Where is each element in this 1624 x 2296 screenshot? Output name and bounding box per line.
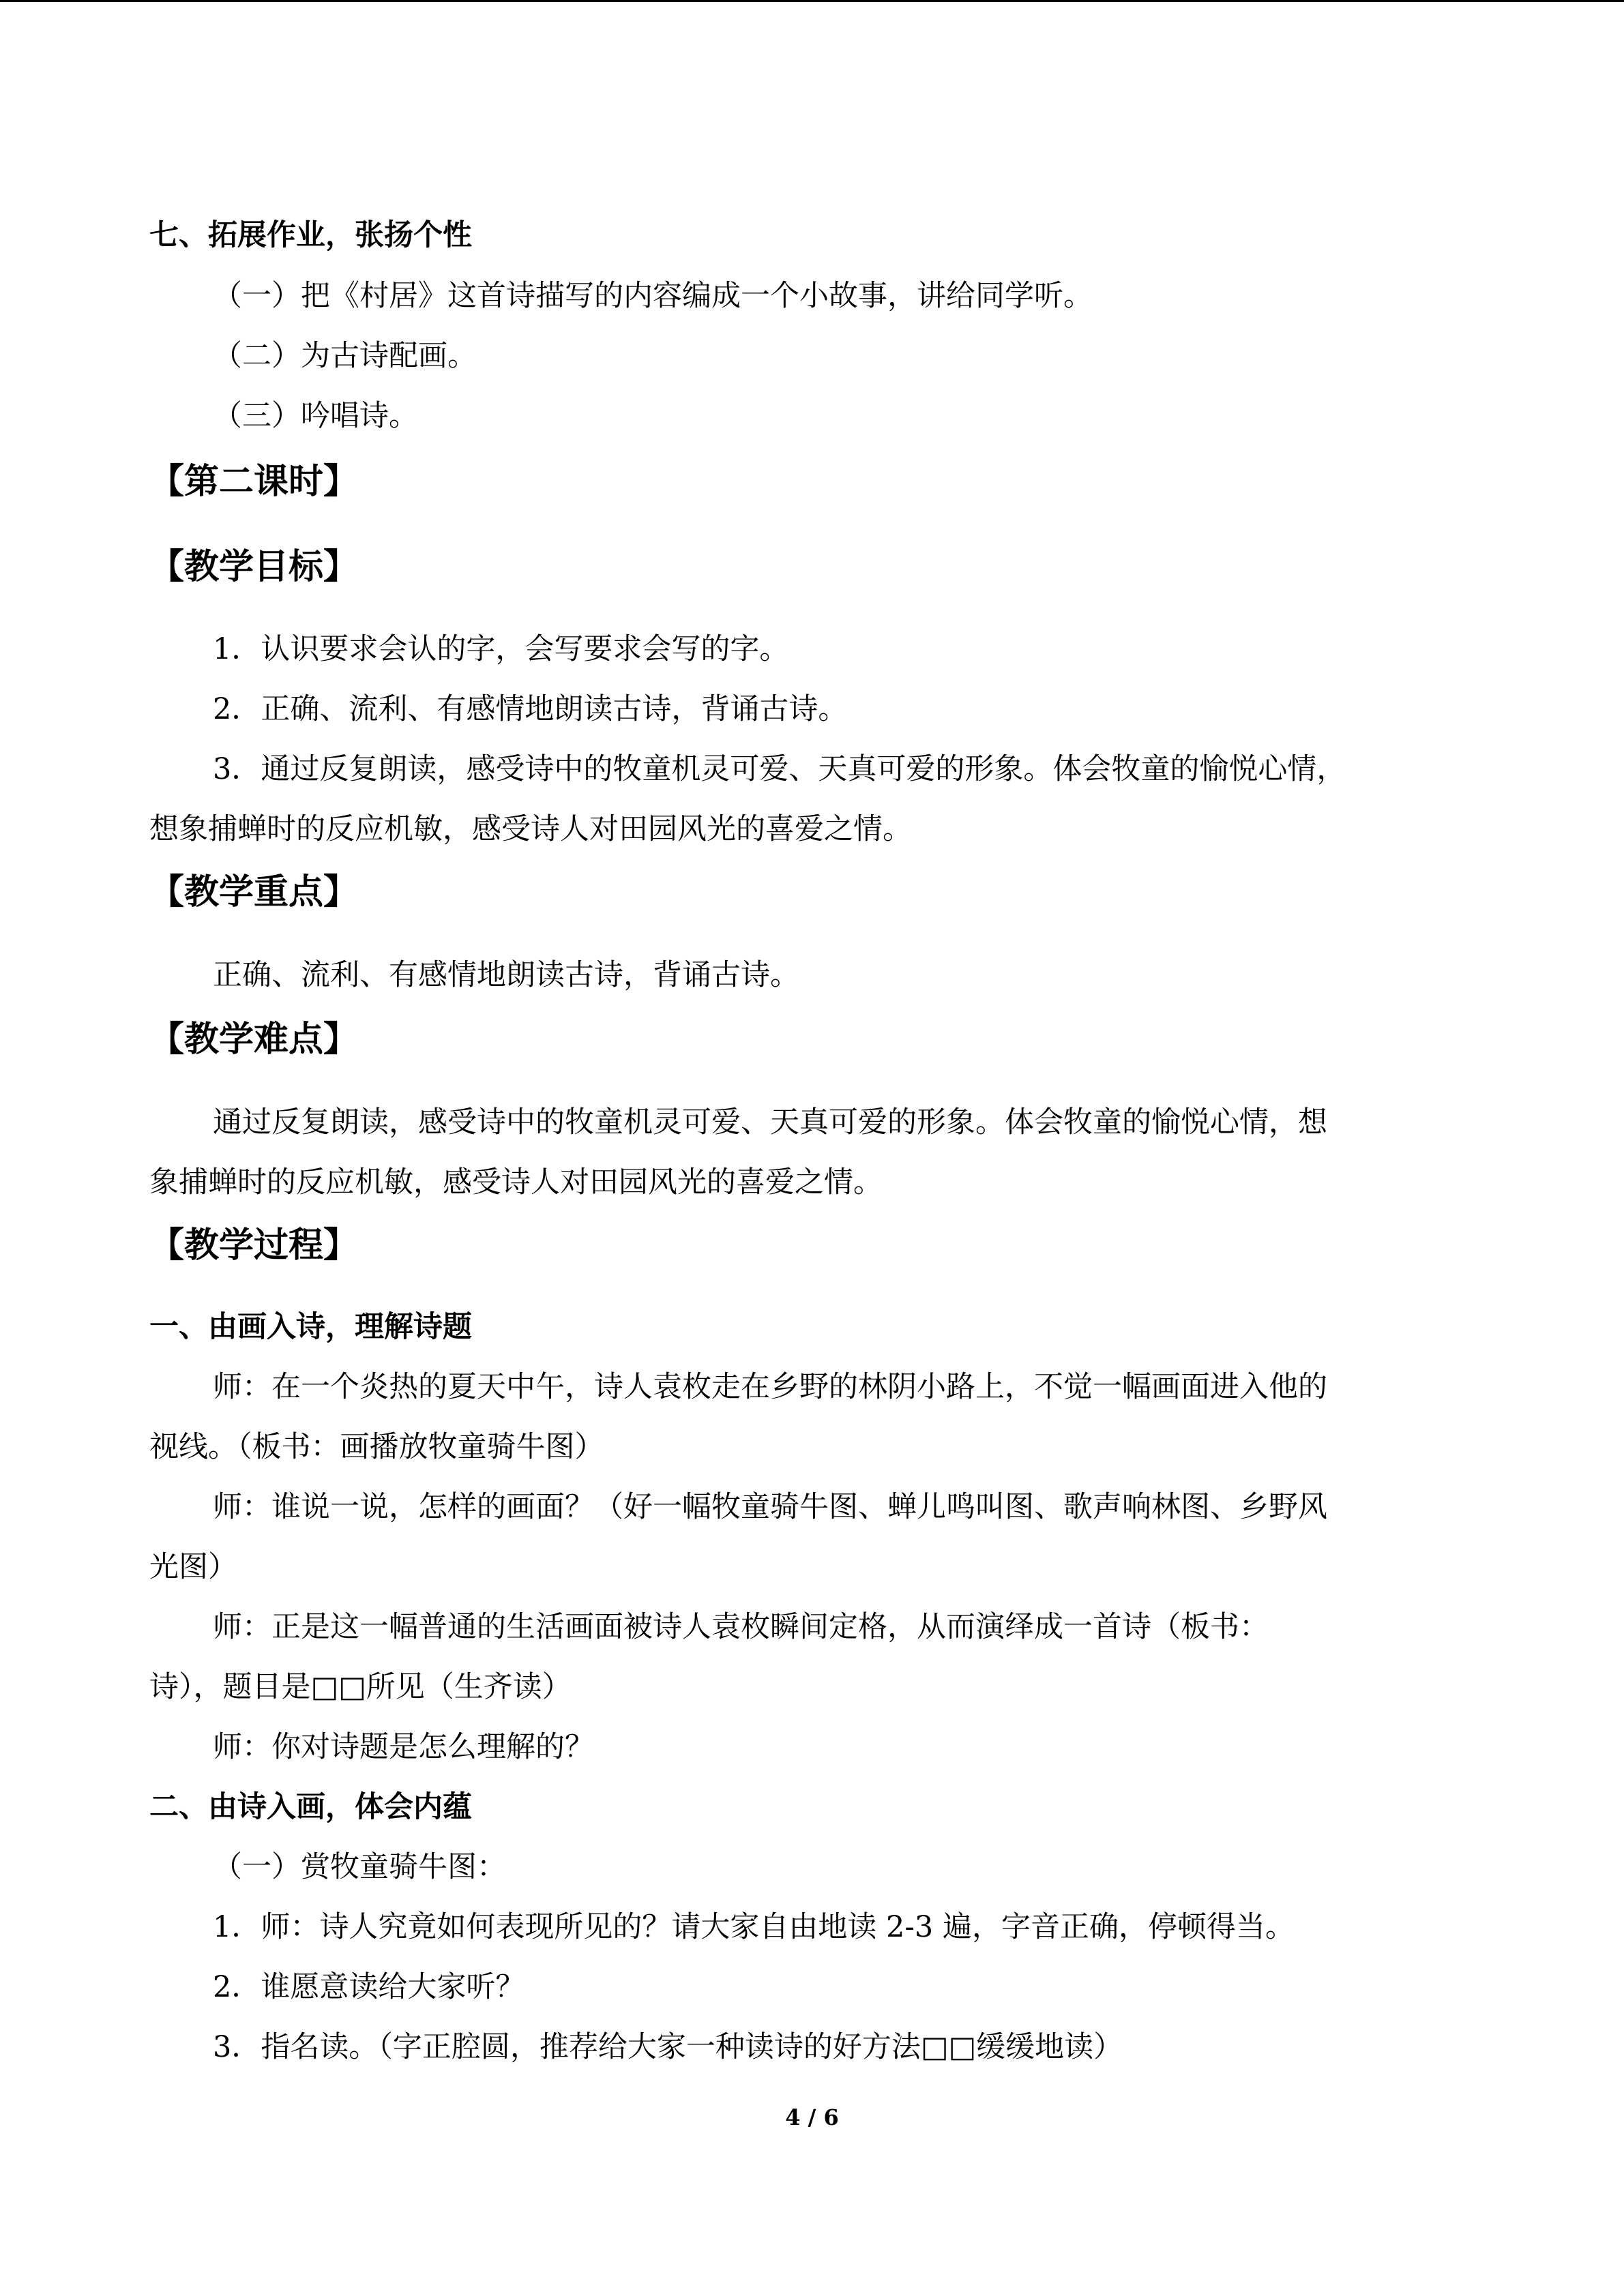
paragraph-line: （一）赏牧童骑牛图： [213, 1850, 506, 1884]
goal-item: 1．认识要求会认的字，会写要求会写的字。 [213, 632, 789, 666]
goals-heading: 【教学目标】 [149, 547, 359, 587]
difficulty-text-continued: 象捕蝉时的反应机敏，感受诗人对田园风光的喜爱之情。 [149, 1165, 883, 1199]
paragraph-line: 视线。（板书：画播放牧童骑牛图） [149, 1430, 604, 1464]
paragraph-line: 师：在一个炎热的夏天中午，诗人袁枚走在乡野的林阴小路上，不觉一幅画面进入他的 [213, 1370, 1327, 1404]
top-border-line [0, 0, 1624, 2]
process-heading: 【教学过程】 [149, 1225, 359, 1266]
key-heading: 【教学重点】 [149, 872, 359, 912]
lesson-2-heading: 【第二课时】 [149, 462, 359, 502]
difficulty-heading: 【教学难点】 [149, 1019, 359, 1060]
paragraph-line: 3．指名读。（字正腔圆，推荐给大家一种读诗的好方法□□缓缓地读） [213, 2030, 1123, 2064]
section-7-item: （一）把《村居》这首诗描写的内容编成一个小故事，讲给同学听。 [213, 279, 1093, 313]
section-7-item: （二）为古诗配画。 [213, 339, 477, 373]
goal-item: 2．正确、流利、有感情地朗读古诗，背诵古诗。 [213, 692, 848, 726]
section-7-title: 七、拓展作业，张扬个性 [149, 218, 472, 252]
goal-item: 3．通过反复朗读，感受诗中的牧童机灵可爱、天真可爱的形象。体会牧童的愉悦心情， [213, 752, 1346, 786]
paragraph-line: 师：正是这一幅普通的生活画面被诗人袁枚瞬间定格，从而演绎成一首诗（板书： [213, 1610, 1269, 1644]
paragraph-line: 2．谁愿意读给大家听？ [213, 1970, 525, 2004]
paragraph-line: 诗），题目是□□所见（生齐读） [149, 1670, 572, 1704]
goal-item-continued: 想象捕蝉时的反应机敏，感受诗人对田园风光的喜爱之情。 [149, 812, 912, 846]
section-7-item: （三）吟唱诗。 [213, 399, 418, 433]
paragraph-line: 光图） [149, 1550, 237, 1584]
paragraph-line: 1．师：诗人究竟如何表现所见的？请大家自由地读 2-3 遍，字音正确，停顿得当。 [213, 1910, 1295, 1944]
difficulty-text: 通过反复朗读，感受诗中的牧童机灵可爱、天真可爱的形象。体会牧童的愉悦心情，想 [213, 1105, 1327, 1139]
page-number: 4 / 6 [785, 2104, 839, 2130]
paragraph-line: 师：谁说一说，怎样的画面？（好一幅牧童骑牛图、蝉儿鸣叫图、歌声响林图、乡野风 [213, 1490, 1327, 1524]
key-text: 正确、流利、有感情地朗读古诗，背诵古诗。 [213, 958, 799, 992]
process-part-1-title: 一、由画入诗，理解诗题 [149, 1310, 472, 1344]
paragraph-line: 师：你对诗题是怎么理解的？ [213, 1730, 594, 1764]
process-part-2-title: 二、由诗入画，体会内蕴 [149, 1790, 472, 1824]
